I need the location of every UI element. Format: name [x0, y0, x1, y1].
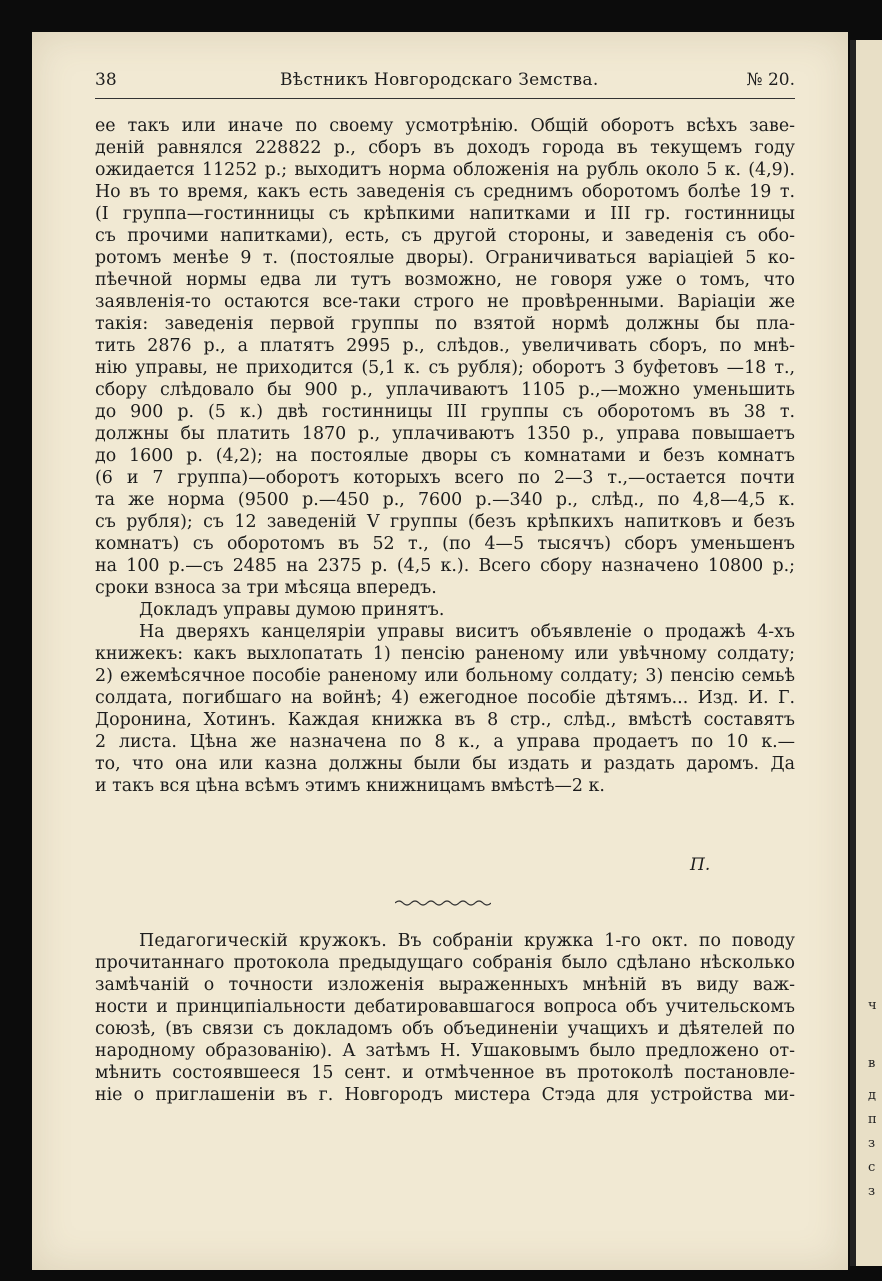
journal-title: Вѣстникъ Новгородскаго Земства.: [280, 70, 599, 90]
text-line: 2 листа. Цѣна же назначена по 8 к., а управа продаетъ по 10 к.—: [95, 732, 795, 752]
text-line: 2) ежемѣсячное пособіе раненому или больному солдату; 3) пенсію семьѣ: [95, 666, 795, 686]
section-heading: Педагогическій кружокъ.: [139, 931, 387, 951]
adjacent-page-edge: [850, 40, 882, 1266]
text-line: ожидается 11252 р.; выходитъ норма обложенія на рубль около 5 к. (4,9).: [95, 160, 795, 180]
section-divider-ornament: [395, 898, 491, 908]
page-number: 38: [95, 70, 117, 90]
text-line: то, что она или казна должны были бы издать и раздать даромъ. Да: [95, 754, 795, 774]
text-line: ее такъ или иначе по своему усмотрѣнію. Общій оборотъ всѣхъ заве-: [95, 116, 795, 136]
text-line: сроки взноса за три мѣсяца впередъ.: [95, 578, 437, 598]
text-line: [95, 930, 795, 952]
text-line-rest: Въ собраніи кружка 1-го окт. по поводу: [397, 931, 795, 951]
adjacent-page-text: д: [868, 1088, 877, 1103]
text-line: солдата, погибшаго на войнѣ; 4) ежегодное пособіе дѣтямъ... Изд. И. Г.: [95, 688, 795, 708]
header-rule: [95, 98, 795, 99]
text-line: ности и принципіальности дебатировавшагося вопроса объ учительскомъ: [95, 997, 795, 1017]
article-body: [95, 115, 795, 797]
text-line: заявленія-то остаются все-таки строго не провѣренными. Варіаціи же: [95, 292, 795, 312]
text-line: (6 и 7 группа)—оборотъ которыхъ всего по 2—3 т.,—остается почти: [95, 468, 795, 488]
author-signature: П.: [690, 855, 711, 875]
paragraph-tax-report: [95, 115, 795, 599]
adjacent-page-text: з: [868, 1136, 876, 1151]
paragraph-decision: [95, 599, 795, 621]
text-line: и такъ вся цѣна всѣмъ этимъ книжницамъ вмѣстѣ—2 к.: [95, 776, 605, 796]
text-line: деній равнялся 228822 р., сборъ въ доходъ города въ текущемъ году: [95, 138, 795, 158]
text-line: тить 2876 р., а платятъ 2995 р., слѣдов., увеличивать сборъ, по мнѣ-: [95, 336, 795, 356]
text-line: На дверяхъ канцеляріи управы виситъ объявленіе о продажѣ 4-хъ: [139, 622, 795, 642]
text-line: нію управы, не приходится (5,1 к. съ рубля); оборотъ 3 буфетовъ —18 т.,: [95, 358, 795, 378]
adjacent-page-text: с: [868, 1160, 876, 1175]
text-line: мѣнить состоявшееся 15 сент. и отмѣченное въ протоколѣ постановле-: [95, 1063, 795, 1083]
text-line: книжекъ: какъ выхлопатать 1) пенсію раненому или увѣчному солдату;: [95, 644, 795, 664]
adjacent-page-text: п: [868, 1112, 877, 1127]
issue-number: № 20.: [746, 70, 795, 90]
text-line: Докладъ управы думою принятъ.: [139, 600, 445, 620]
text-line: такія: заведенія первой группы по взятой нормѣ должны бы пла-: [95, 314, 795, 334]
text-line: та же норма (9500 р.—450 р., 7600 р.—340 р., слѣд., по 4,8—4,5 к.: [95, 490, 795, 510]
text-line: Доронина, Хотинъ. Каждая книжка въ 8 стр., слѣд., вмѣстѣ составятъ: [95, 710, 795, 730]
text-line: должны бы платить 1870 р., уплачиваютъ 1350 р., управа повышаетъ: [95, 424, 795, 444]
text-line: на 100 р.—съ 2485 на 2375 р. (4,5 к.). Всего сбору назначено 10800 р.;: [95, 556, 795, 576]
article-pedagogical-circle: [95, 930, 795, 1106]
text-line: союзѣ, (въ связи съ докладомъ объ объединеніи учащихъ и дѣятелей по: [95, 1019, 795, 1039]
text-line: до 1600 р. (4,2); на постоялые дворы съ комнатами и безъ комнатъ: [95, 446, 795, 466]
text-line: сбору слѣдовало бы 900 р., уплачиваютъ 1105 р.,—можно уменьшить: [95, 380, 795, 400]
text-line: ніе о приглашеніи въ г. Новгородъ мистера Стэда для устройства ми-: [95, 1085, 795, 1105]
text-line: съ рубля); съ 12 заведеній V группы (безъ крѣпкихъ напитковъ и безъ: [95, 512, 795, 532]
text-line: (I группа—гостинницы съ крѣпкими напитками и III гр. гостинницы: [95, 204, 795, 224]
text-line: комнатъ) съ оборотомъ въ 52 т., (по 4—5 тысячъ) сборъ уменьшенъ: [95, 534, 795, 554]
text-line: пѣечной нормы едва ли тутъ возможно, не говоря уже о томъ, что: [95, 270, 795, 290]
paragraph-booklets: [95, 621, 795, 797]
adjacent-page-text: в: [868, 1056, 876, 1071]
text-line: Но въ то время, какъ есть заведенія съ среднимъ оборотомъ болѣе 19 т.: [95, 182, 795, 202]
page-gutter: [850, 40, 856, 1266]
text-line: народному образованію). А затѣмъ Н. Ушаковымъ было предложено от-: [95, 1041, 795, 1061]
text-line: ротомъ менѣе 9 т. (постоялые дворы). Ограничиваться варіаціей 5 ко-: [95, 248, 795, 268]
text-line: замѣчаній о точности изложенія выраженныхъ мнѣній въ виду важ-: [95, 975, 795, 995]
adjacent-page-text: ч: [868, 998, 877, 1013]
paragraph-pedagogical: [95, 930, 795, 1106]
text-line: съ прочими напитками), есть, съ другой стороны, и заведенія съ обо-: [95, 226, 795, 246]
running-header: [95, 70, 795, 96]
text-line: до 900 р. (5 к.) двѣ гостинницы III группы съ оборотомъ въ 38 т.: [95, 402, 795, 422]
text-line: прочитаннаго протокола предыдущаго собранія было сдѣлано нѣсколько: [95, 953, 795, 973]
adjacent-page-text: з: [868, 1184, 876, 1199]
